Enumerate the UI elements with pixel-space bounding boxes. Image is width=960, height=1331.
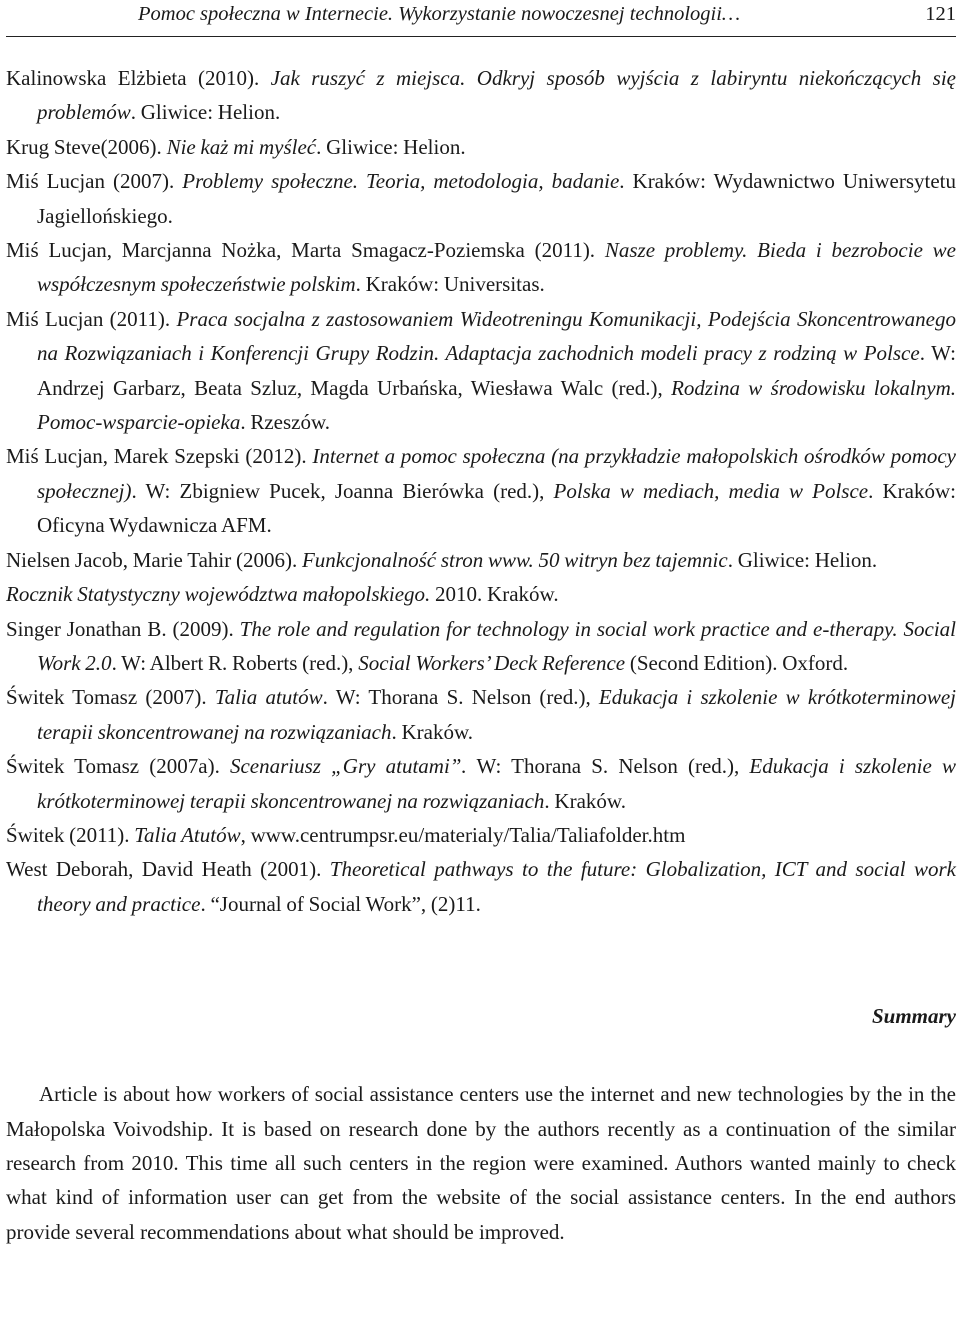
reference-authors: Świtek Tomasz (2007a). [6,754,230,779]
reference-authors: Miś Lucjan, Marcjanna Nożka, Marta Smagacz-Poziemska (2011). [6,238,605,263]
reference-title: Scenariusz „Gry atutami”. [229,754,467,779]
reference-source-title: Edukacja i szkolenie w krótkoterminowej terapii skoncentrowanej na rozwiązaniach [37,754,956,813]
reference-authors: West Deborah, David Heath (2001). [6,857,330,882]
summary-body: Article is about how workers of social assistance centers use the internet and new technologies by the in the Małopolska Voivodship. It is based on research done by the authors recently as a continuation of the similar research from 2010. This time all such centers in the region were examined. Authors wanted mainly to check what kind of information user can get from the website of the social assistance centers. In the end authors provide several recommendations about what should be improved. [6,1082,956,1244]
page-number: 121 [925,3,956,25]
summary-heading: Summary [871,1004,956,1029]
reference-details: . Gliwice: Helion. [316,134,466,159]
reference-details: . “Journal of Social Work”, (2)11. [200,891,481,916]
reference-authors: Świtek (2011). [6,822,135,847]
reference-title: Nasze problemy. Bieda i bezrobocie we współczesnym społeczeństwie polskim [37,238,956,297]
reference-title: Internet a pomoc społeczna (na przykładzie małopolskich ośrodków pomocy społecznej) [37,444,957,503]
reference-entry [6,164,956,233]
reference-details: . W: Andrzej Garbarz, Beata Szluz, Magda Urbańska, Wiesława Walc (red.), [37,341,956,400]
reference-details: 2010. Kraków. [430,582,559,607]
reference-authors: Świtek Tomasz (2007). [6,685,215,710]
reference-entry [6,61,956,130]
reference-entry [6,818,956,852]
reference-title: Nie każ mi myśleć [166,134,317,159]
reference-title: Rocznik Statystyczny województwa małopolskiego. [6,582,431,607]
reference-publisher: . Kraków. [391,719,474,744]
reference-authors: Miś Lucjan, Marek Szepski (2012). [6,444,313,469]
reference-entry [6,302,956,440]
reference-entry [6,680,956,749]
reference-entry [6,543,956,577]
reference-authors: Miś Lucjan (2007). [6,169,183,194]
running-title: Pomoc społeczna w Internecie. Wykorzystanie nowoczesnej technologii… [138,3,741,25]
reference-source-title: Social Workers’ Deck Reference [358,650,626,675]
reference-details: . Gliwice: Helion. [130,100,281,125]
reference-title: Talia Atutów [134,822,241,847]
reference-details: W: Thorana S. Nelson (red.), [466,754,750,779]
reference-source-title: Rodzina w środowisku lokalnym. Pomoc-wsparcie-opieka [37,375,956,435]
page [6,0,956,1249]
reference-authors: Miś Lucjan (2011). [6,306,177,331]
reference-details: . W: Zbigniew Pucek, Joanna Bierówka (red.), [131,478,554,503]
reference-entry [6,439,956,542]
running-header [6,0,956,37]
reference-entry [6,577,956,611]
reference-authors: Nielsen Jacob, Marie Tahir (2006). [6,547,302,572]
reference-title: Jak ruszyć z miejsca. Odkryj sposób wyjścia z labiryntu niekończących się problemów [37,66,957,125]
reference-details: , www.centrumpsr.eu/materialy/Talia/Taliafolder.htm [240,822,686,847]
reference-entry [6,852,956,921]
reference-entry [6,130,956,164]
reference-entry [6,233,956,302]
reference-publisher: . Kraków: Oficyna Wydawnicza AFM. [37,478,956,538]
reference-title: Theoretical pathways to the future: Globalization, ICT and social work theory and practice [37,857,956,916]
reference-publisher: . Kraków. [544,788,626,813]
reference-details: . Kraków: Universitas. [355,272,545,297]
reference-source-title: Edukacja i szkolenie w krótkoterminowej terapii skoncentrowanej na rozwiązaniach [37,685,956,744]
reference-authors: Kalinowska Elżbieta (2010). [6,66,271,90]
reference-entry [6,749,956,818]
reference-details: . Gliwice: Helion. [727,547,878,572]
reference-entry [6,612,956,681]
reference-authors: Singer Jonathan B. (2009). [6,616,240,641]
reference-authors: Krug Steve(2006). [6,134,167,159]
reference-list [6,61,956,921]
reference-details: . W: Thorana S. Nelson (red.), [322,685,599,710]
reference-details: . Kraków: Wydawnictwo Uniwersytetu Jagiellońskiego. [37,169,956,228]
reference-title: Problemy społeczne. Teoria, metodologia, badanie [182,169,620,194]
reference-details: . W: Albert R. Roberts (red.), [111,650,359,675]
reference-title: The role and regulation for technology in social work practice and e-therapy. Social Work 2.0 [37,616,956,675]
reference-source-title: Polska w mediach, media w Polsce [553,478,869,503]
reference-publisher: . Rzeszów. [240,410,331,435]
reference-title: Praca socjalna z zastosowaniem Wideotreningu Komunikacji, Podejścia Skoncentrowanego na Rozwiązaniach i Konferencji Grupy Rodzin. Adaptacja zachodnich modeli pracy z rodziną w Polsce [37,306,956,366]
reference-title: Funkcjonalność stron www. 50 witryn bez tajemnic [301,547,728,572]
reference-title: Talia atutów [214,685,323,710]
reference-publisher: (Second Edition). Oxford. [625,650,849,675]
